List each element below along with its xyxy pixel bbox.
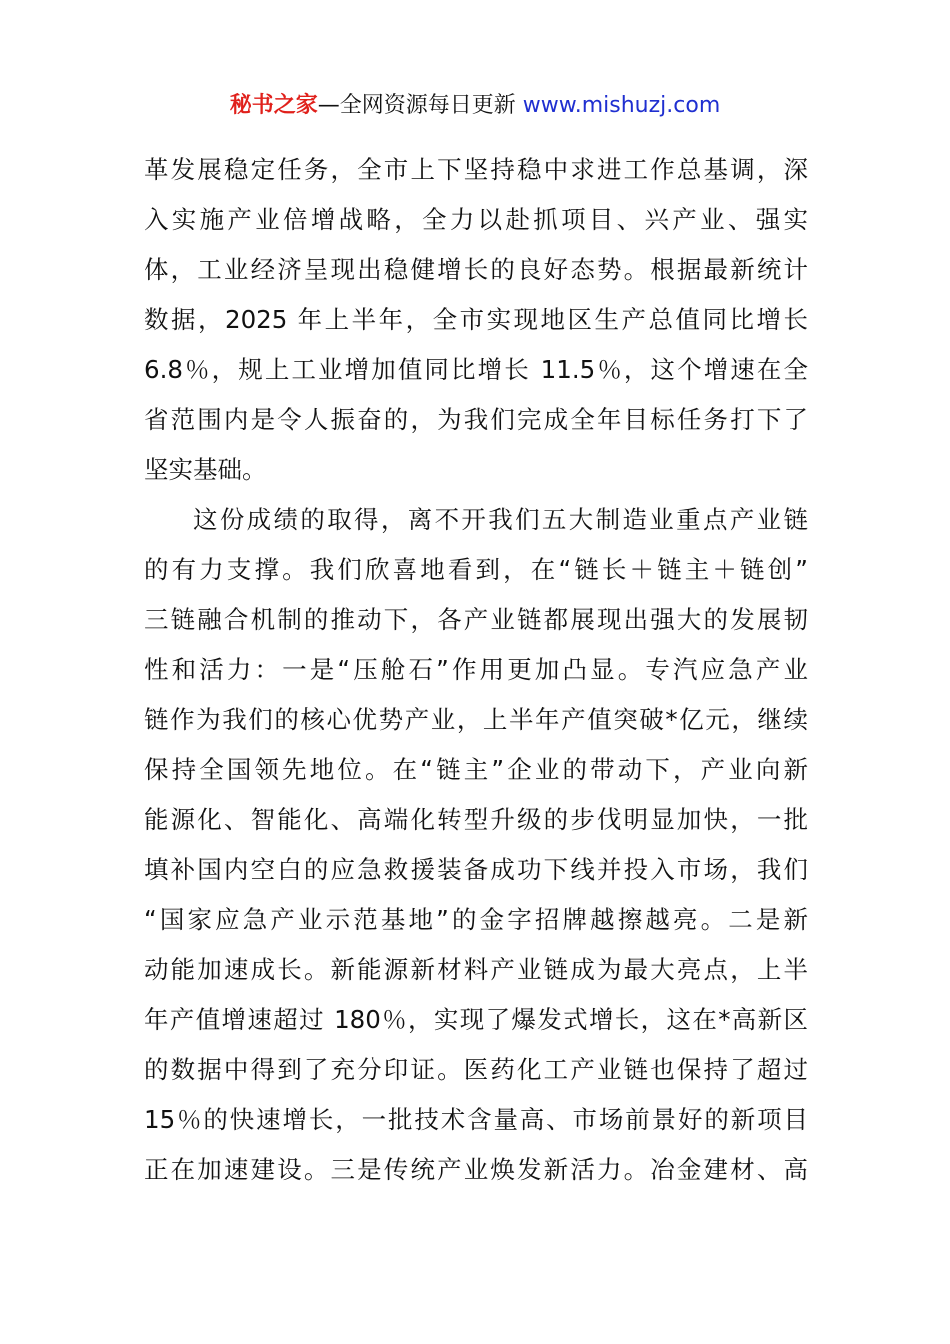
- header-tagline: —全网资源每日更新: [317, 93, 516, 118]
- text-line: 的数据中得到了充分印证。医药化工产业链也保持了超过: [144, 1055, 808, 1084]
- text-line: 入实施产业倍增战略，全力以赴抓项目、兴产业、强实: [144, 205, 808, 234]
- text-line: 革发展稳定任务，全市上下坚持稳中求进工作总基调，深: [144, 155, 808, 184]
- text-line: 体，工业经济呈现出稳健增长的良好态势。根据最新统计: [144, 255, 808, 284]
- text-line: 这份成绩的取得，离不开我们五大制造业重点产业链: [193, 505, 808, 534]
- text-line: 15％的快速增长，一批技术含量高、市场前景好的新项目: [144, 1105, 808, 1134]
- document-header: [0, 86, 950, 126]
- site-url[interactable]: www.mishuzj.com: [515, 93, 721, 118]
- document-body: [144, 145, 808, 1195]
- paragraph-2: [144, 495, 808, 1195]
- text-line: 三链融合机制的推动下，各产业链都展现出强大的发展韧: [144, 605, 808, 634]
- text-line: “国家应急产业示范基地”的金字招牌越擦越亮。二是新: [144, 905, 808, 934]
- text-line: 链作为我们的核心优势产业，上半年产值突破*亿元，继续: [144, 705, 808, 734]
- text-line: 能源化、智能化、高端化转型升级的步伐明显加快，一批: [144, 805, 808, 834]
- text-line: 数据，2025 年上半年，全市实现地区生产总值同比增长: [144, 305, 808, 334]
- text-line: 保持全国领先地位。在“链主”企业的带动下，产业向新: [144, 755, 808, 784]
- text-line: 的有力支撑。我们欣喜地看到，在“链长＋链主＋链创”: [144, 555, 808, 584]
- text-line: 坚实基础。: [144, 455, 267, 484]
- text-line: 省范围内是令人振奋的，为我们完成全年目标任务打下了: [144, 405, 808, 434]
- text-line: 性和活力：一是“压舱石”作用更加凸显。专汽应急产业: [144, 655, 808, 684]
- paragraph-1: [144, 145, 808, 495]
- text-line: 动能加速成长。新能源新材料产业链成为最大亮点，上半: [144, 955, 808, 984]
- text-line: 填补国内空白的应急救援装备成功下线并投入市场，我们: [144, 855, 808, 884]
- text-line: 正在加速建设。三是传统产业焕发新活力。冶金建材、高: [144, 1155, 808, 1184]
- text-line: 6.8％，规上工业增加值同比增长 11.5％，这个增速在全: [144, 355, 808, 384]
- text-line: 年产值增速超过 180％，实现了爆发式增长，这在*高新区: [144, 1005, 808, 1034]
- site-name: 秘书之家: [229, 93, 318, 118]
